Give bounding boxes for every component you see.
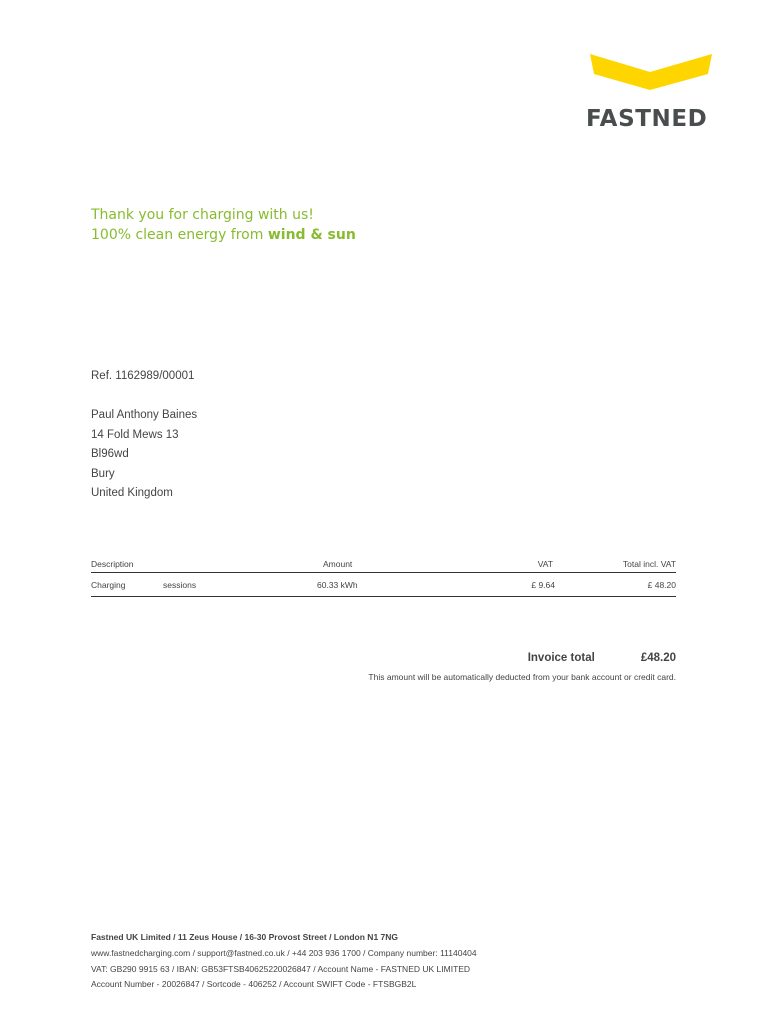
address-street: 14 Fold Mews 13 xyxy=(91,428,179,441)
invoice-total-block xyxy=(368,652,676,682)
address-postcode: Bl96wd xyxy=(91,448,129,460)
greeting xyxy=(91,205,356,245)
customer-address xyxy=(91,406,197,504)
row-description: Charging xyxy=(91,580,126,590)
header-total: Total incl. VAT xyxy=(622,559,676,569)
header-vat: VAT xyxy=(537,559,553,569)
row-amount: 60.33 kWh xyxy=(317,580,358,590)
header-description: Description xyxy=(91,559,134,569)
invoice-total xyxy=(368,652,676,664)
fastned-logo xyxy=(586,52,716,132)
greeting-line-2 xyxy=(91,225,356,245)
address-city: Bury xyxy=(91,467,115,480)
footer-company: Fastned UK Limited / 11 Zeus House / 16-30 Provost Street / London N1 7NG xyxy=(91,932,399,942)
greeting-line-2-prefix: 100% clean energy from xyxy=(91,227,268,243)
table-header xyxy=(91,554,676,573)
logo-text: FASTNED xyxy=(586,106,708,132)
invoice-reference: Ref. 1162989/00001 xyxy=(91,370,195,382)
header-amount: Amount xyxy=(323,559,353,569)
invoice-total-label: Invoice total xyxy=(527,652,595,664)
payment-note: This amount will be automatically deducted from your bank account or credit card. xyxy=(368,672,676,682)
greeting-line-1: Thank you for charging with us! xyxy=(91,207,314,223)
table-row xyxy=(91,574,676,597)
customer-name: Paul Anthony Baines xyxy=(91,409,198,421)
address-country: United Kingdom xyxy=(91,487,173,499)
fastned-logo-mark-icon xyxy=(588,52,714,92)
footer xyxy=(91,930,477,993)
row-total: £ 48.20 xyxy=(647,580,676,590)
row-vat: £ 9.64 xyxy=(531,580,555,590)
row-description-detail: sessions xyxy=(163,580,197,590)
greeting-line-2-bold: wind & sun xyxy=(267,227,356,243)
invoice-table xyxy=(91,554,676,597)
invoice-total-value: £48.20 xyxy=(640,652,676,664)
footer-contact: www.fastnedcharging.com / support@fastned.co.uk / +44 203 936 1700 / Company number: 11140404 xyxy=(91,947,477,958)
footer-account: Account Number - 20026847 / Sortcode - 406252 / Account SWIFT Code - FTSBGB2L xyxy=(91,979,417,990)
footer-bank: VAT: GB290 9915 63 / IBAN: GB53FTSB40625220026847 / Account Name - FASTNED UK LIMITED xyxy=(91,963,471,974)
